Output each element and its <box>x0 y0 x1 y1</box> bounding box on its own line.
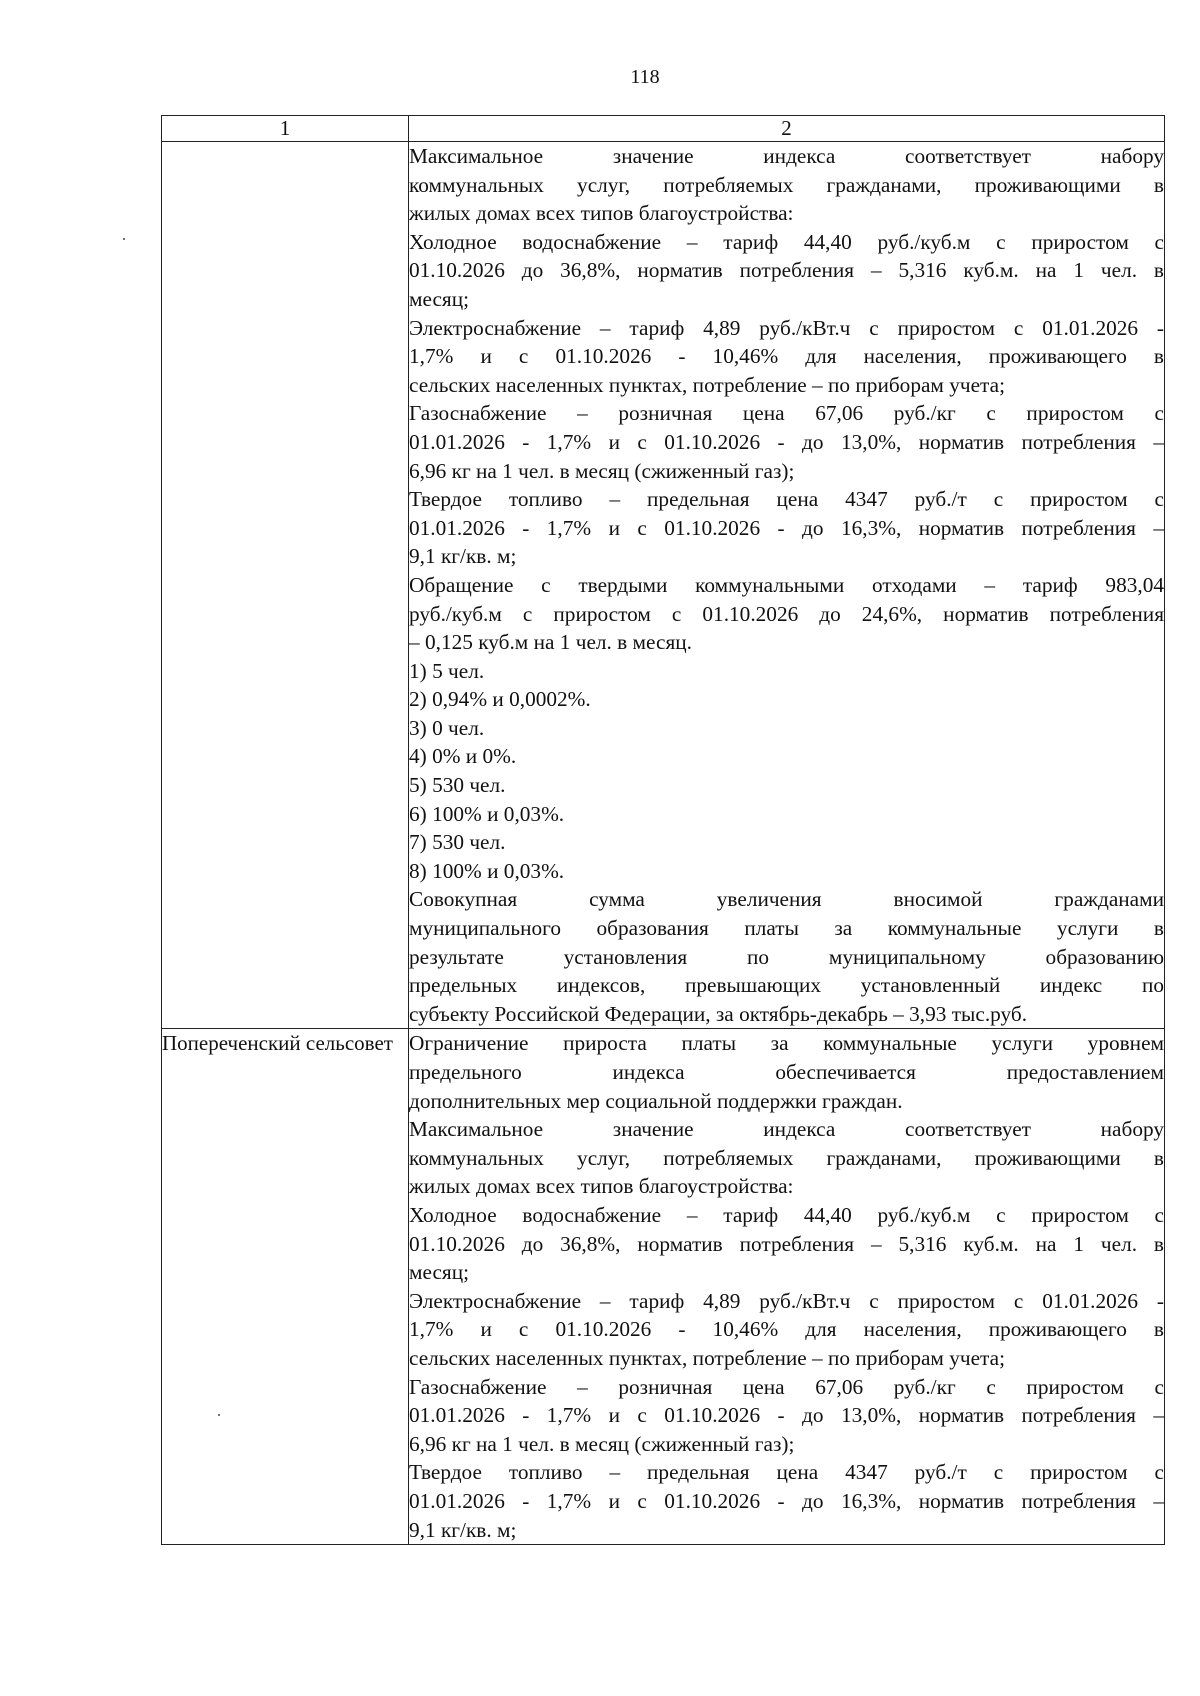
text-line: – 0,125 куб.м на 1 чел. в месяц. <box>409 630 692 655</box>
text-line: 7) 530 чел. <box>409 830 506 855</box>
table-body <box>162 142 1165 1545</box>
text-line: Электроснабжение – тариф 4,89 руб./кВт.ч с приростом с 01.01.2026 - <box>409 315 1164 340</box>
table-row <box>162 142 1165 1029</box>
text-line: Твердое топливо – предельная цена 4347 руб./т с приростом с <box>409 487 1164 512</box>
text-line: Холодное водоснабжение – тариф 44,40 руб./куб.м с приростом с <box>409 1202 1164 1227</box>
municipality-name-cell <box>162 142 409 1029</box>
text-line: субъекту Российской Федерации, за октябрь-декабрь – 3,93 тыс.руб. <box>409 1001 1028 1026</box>
text-line: предельных индексов, превышающих установленный индекс по <box>409 973 1164 998</box>
text-line: руб./куб.м с приростом с 01.10.2026 до 24,6%, норматив потребления <box>409 601 1164 626</box>
text-line: 01.01.2026 - 1,7% и с 01.10.2026 - до 13,0%, норматив потребления – <box>409 429 1164 454</box>
text-line: коммунальных услуг, потребляемых гражданами, проживающими в <box>409 1145 1164 1170</box>
text-line: 01.01.2026 - 1,7% и с 01.10.2026 - до 16,3%, норматив потребления – <box>409 515 1164 540</box>
table-row <box>162 1029 1165 1545</box>
text-line: сельских населенных пунктах, потребление – по приборам учета; <box>409 1345 1005 1370</box>
text-line: Твердое топливо – предельная цена 4347 руб./т с приростом с <box>409 1460 1164 1485</box>
text-line: месяц; <box>409 286 470 311</box>
text-line: 01.10.2026 до 36,8%, норматив потребления – 5,316 куб.м. на 1 чел. в <box>409 1231 1164 1256</box>
text-line: жилых домах всех типов благоустройства: <box>409 1174 794 1199</box>
text-line: месяц; <box>409 1260 470 1285</box>
text-line: 3) 0 чел. <box>409 715 485 740</box>
text-line: муниципального образования платы за коммунальные услуги в <box>409 916 1164 941</box>
text-line: 2) 0,94% и 0,0002%. <box>409 687 591 712</box>
text-line: 9,1 кг/кв. м; <box>409 1517 517 1542</box>
text-line: Газоснабжение – розничная цена 67,06 руб./кг с приростом с <box>409 401 1164 426</box>
text-line: Холодное водоснабжение – тариф 44,40 руб./куб.м с приростом с <box>409 229 1164 254</box>
text-line: Газоснабжение – розничная цена 67,06 руб./кг с приростом с <box>409 1374 1164 1399</box>
text-line: Максимальное значение индекса соответствует набору <box>409 1117 1164 1142</box>
text-line: 4) 0% и 0%. <box>409 744 517 769</box>
text-line: дополнительных мер социальной поддержки граждан. <box>409 1088 903 1113</box>
column-header-2: 2 <box>409 116 1165 142</box>
municipality-name-cell: Попереченский сельсовет <box>162 1029 409 1545</box>
text-line: 1,7% и с 01.10.2026 - 10,46% для населения, проживающего в <box>409 344 1164 369</box>
text-line: сельских населенных пунктах, потребление – по приборам учета; <box>409 372 1005 397</box>
text-line: 01.10.2026 до 36,8%, норматив потребления – 5,316 куб.м. на 1 чел. в <box>409 258 1164 283</box>
text-line: 1,7% и с 01.10.2026 - 10,46% для населения, проживающего в <box>409 1317 1164 1342</box>
scan-speck <box>218 1414 220 1416</box>
text-line: Обращение с твердыми коммунальными отходами – тариф 983,04 <box>409 572 1164 597</box>
text-line: 6,96 кг на 1 чел. в месяц (сжиженный газ); <box>409 458 795 483</box>
text-line: жилых домах всех типов благоустройства: <box>409 201 794 226</box>
text-line: 1) 5 чел. <box>409 658 485 683</box>
text-line: 5) 530 чел. <box>409 773 506 798</box>
description-cell <box>409 1029 1165 1545</box>
text-line: 8) 100% и 0,03%. <box>409 858 565 883</box>
text-line: 01.01.2026 - 1,7% и с 01.10.2026 - до 13,0%, норматив потребления – <box>409 1403 1164 1428</box>
document-table <box>161 115 1165 1545</box>
scan-speck <box>123 238 125 240</box>
column-header-1: 1 <box>162 116 409 142</box>
description-cell <box>409 142 1165 1029</box>
text-line: предельного индекса обеспечивается предоставлением <box>409 1060 1164 1084</box>
text-line: Совокупная сумма увеличения вносимой гражданами <box>409 887 1164 912</box>
text-line: 9,1 кг/кв. м; <box>409 544 517 569</box>
text-line: Максимальное значение индекса соответствует набору <box>409 144 1164 168</box>
page-number: 118 <box>630 66 660 88</box>
text-line: 6) 100% и 0,03%. <box>409 801 565 826</box>
text-line: 01.01.2026 - 1,7% и с 01.10.2026 - до 16,3%, норматив потребления – <box>409 1488 1164 1513</box>
text-line: результате установления по муниципальному образованию <box>409 944 1164 969</box>
text-line: Ограничение прироста платы за коммунальные услуги уровнем <box>409 1031 1164 1056</box>
text-line: Электроснабжение – тариф 4,89 руб./кВт.ч с приростом с 01.01.2026 - <box>409 1288 1164 1313</box>
table-header-row <box>162 116 1165 142</box>
text-line: 6,96 кг на 1 чел. в месяц (сжиженный газ); <box>409 1431 795 1456</box>
text-line: коммунальных услуг, потребляемых гражданами, проживающими в <box>409 172 1164 197</box>
